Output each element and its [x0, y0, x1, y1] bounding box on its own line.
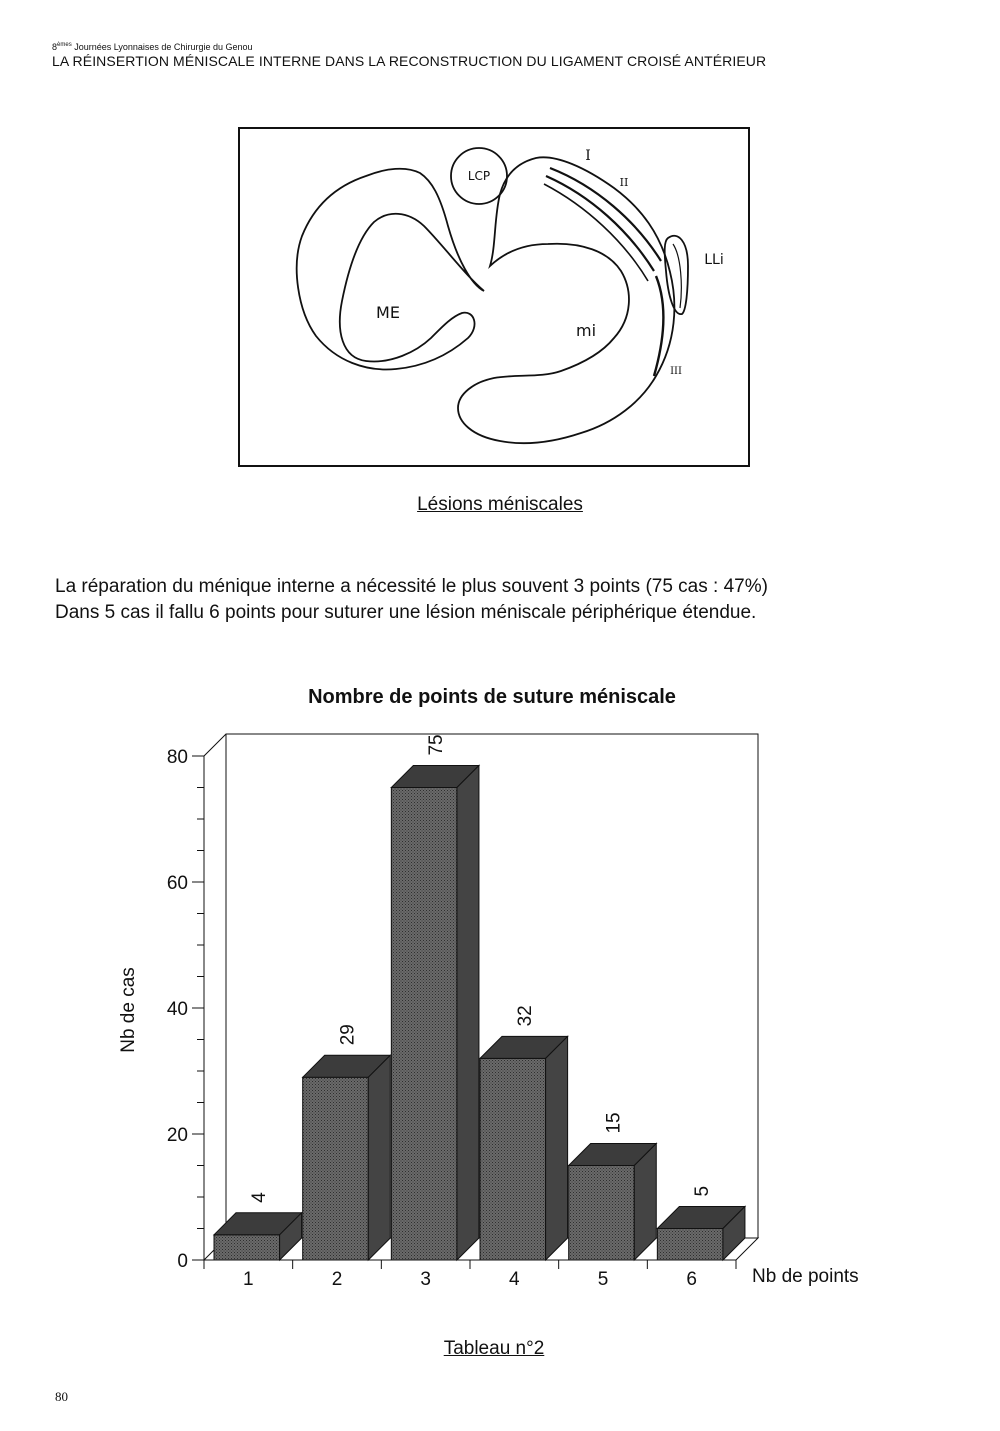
bar-front — [303, 1077, 369, 1260]
chart-bars — [214, 734, 745, 1260]
conference-ordinal: 8 — [52, 42, 58, 52]
x-tick-label: 3 — [420, 1269, 431, 1290]
bar-side — [457, 766, 479, 1261]
meniscus-lesion-figure — [236, 126, 752, 470]
body-paragraph — [55, 574, 945, 626]
data-label: 29 — [337, 1024, 359, 1046]
conference-name-line — [52, 40, 253, 53]
label-me: ME — [376, 303, 400, 322]
mcl-shape — [665, 236, 688, 314]
y-tick-label: 20 — [166, 1125, 188, 1146]
lateral-meniscus-outline — [297, 169, 484, 370]
y-tick-label: 40 — [166, 999, 188, 1020]
label-lesion-1: I — [585, 148, 591, 164]
page-number: 80 — [55, 1389, 68, 1404]
lesion-line-peripheral — [654, 276, 663, 376]
label-lli: LLi — [704, 252, 724, 268]
suture-points-bar-chart — [0, 670, 1000, 1320]
bar-side — [368, 1055, 390, 1260]
chart-title: Nombre de points de suture méniscale — [308, 686, 676, 708]
conference-name: Journées Lyonnaises de Chirurgie du Genou — [74, 42, 253, 52]
label-lesion-2: II — [619, 176, 629, 189]
x-tick-label: 1 — [243, 1269, 254, 1290]
bar-group — [303, 1024, 391, 1260]
x-tick-label: 2 — [331, 1269, 343, 1290]
chart-caption: Tableau n°2 — [443, 1338, 545, 1359]
y-tick-label: 80 — [166, 747, 188, 768]
data-label: 15 — [603, 1112, 625, 1134]
bar-group — [391, 734, 479, 1260]
bar-front — [214, 1235, 280, 1260]
figure-frame — [239, 128, 749, 466]
data-label: 32 — [514, 1005, 536, 1027]
x-axis-label: Nb de points — [752, 1266, 859, 1287]
y-axis — [167, 747, 204, 1272]
bar-group — [569, 1112, 657, 1260]
y-tick-label: 0 — [177, 1251, 188, 1272]
data-label: 4 — [248, 1192, 270, 1203]
label-lcp: LCP — [467, 169, 491, 183]
y-tick-label: 60 — [166, 873, 188, 894]
label-lesion-3: III — [670, 366, 682, 377]
lesion-line-3 — [544, 184, 648, 281]
y-axis-label: Nb de cas — [118, 967, 139, 1053]
running-title: LA RÉINSERTION MÉNISCALE INTERNE DANS LA RECONSTRUCTION DU LIGAMENT CROISÉ ANTÉRIEUR — [52, 53, 767, 69]
bar-front — [391, 788, 457, 1261]
x-tick-label: 6 — [686, 1269, 697, 1290]
x-tick-label: 4 — [509, 1269, 520, 1290]
bar-group — [657, 1186, 745, 1260]
conference-ordinal-suffix: èmes — [57, 42, 72, 48]
data-label: 5 — [692, 1185, 714, 1197]
bar-group — [480, 1005, 568, 1260]
bar-front — [569, 1166, 635, 1261]
x-axis — [204, 1260, 736, 1290]
label-mi: mi — [575, 321, 597, 340]
bar-side — [546, 1036, 568, 1260]
data-label: 75 — [426, 734, 448, 756]
bar-group — [214, 1192, 302, 1260]
paragraph-line-2: Dans 5 cas il fallu 6 points pour suturer une lésion méniscale périphérique étendue. — [55, 602, 757, 623]
x-tick-label: 5 — [597, 1269, 609, 1290]
paragraph-line-1: La réparation du ménique interne a nécessité le plus souvent 3 points (75 cas : 47%) — [55, 576, 768, 597]
medial-meniscus-outline — [458, 157, 674, 443]
bar-front — [480, 1058, 546, 1260]
bar-front — [657, 1229, 723, 1261]
figure-caption: Lésions méniscales — [417, 494, 583, 515]
